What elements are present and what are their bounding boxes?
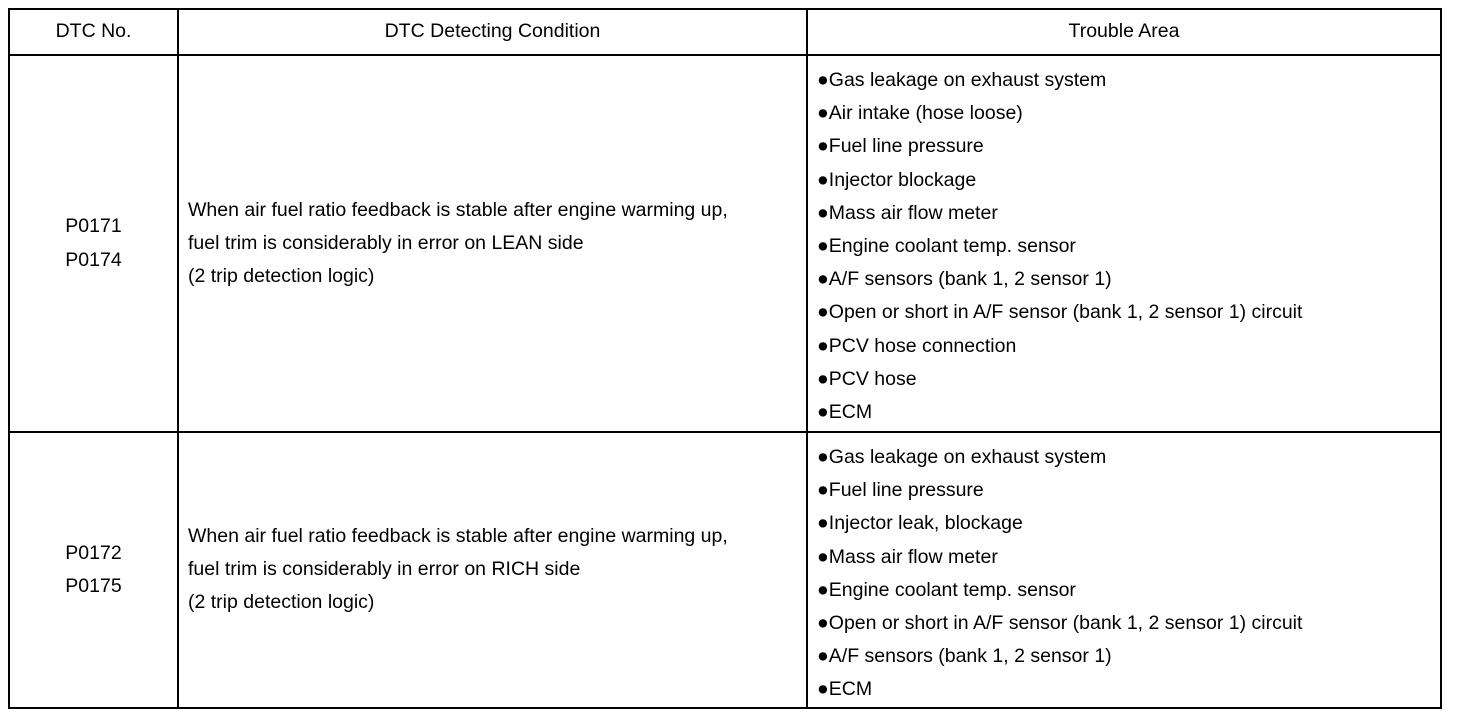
trouble-area-text: Gas leakage on exhaust system [828,69,1107,91]
trouble-area-text: Fuel line pressure [828,479,984,502]
condition-line: When air fuel ratio feedback is stable after engine warming up, [188,198,728,221]
trouble-area-text: Open or short in A/F sensor (bank 1, 2 sensor 1) circuit [828,301,1303,324]
trouble-area-text: Engine coolant temp. sensor [828,235,1076,258]
list-item [817,97,1440,130]
trouble-area-text: ECM [828,401,873,424]
bullet-icon: ● [817,135,829,158]
bullet-icon: ● [817,512,829,535]
table-row [9,432,1441,708]
list-item [817,230,1440,263]
trouble-area-text: ECM [828,678,873,701]
bullet-icon: ● [817,301,829,324]
table-body [9,55,1441,708]
bullet-icon: ● [817,401,829,424]
trouble-area-cell [807,55,1441,432]
detecting-condition-cell [178,432,807,708]
header-trouble-area: Trouble Area [807,9,1441,55]
trouble-area-text: A/F sensors (bank 1, 2 sensor 1) [828,268,1112,291]
condition-line: When air fuel ratio feedback is stable after engine warming up, [188,525,728,547]
list-item [817,130,1440,163]
bullet-icon: ● [817,446,829,468]
table-header [9,9,1441,55]
list-item [817,474,1440,507]
bullet-icon: ● [817,645,829,668]
condition-line: fuel trim is considerably in error on RICH side [188,558,581,581]
condition-line: (2 trip detection logic) [188,591,375,614]
condition-line: fuel trim is considerably in error on LEAN side [188,231,584,254]
bullet-icon: ● [817,268,829,291]
bullet-icon: ● [817,235,829,258]
bullet-icon: ● [817,678,829,701]
bullet-icon: ● [817,334,829,357]
trouble-area-text: PCV hose connection [828,334,1017,357]
list-item [817,607,1440,640]
bullet-icon: ● [817,612,829,635]
trouble-area-text: A/F sensors (bank 1, 2 sensor 1) [828,645,1112,668]
trouble-area-list [817,64,1440,429]
bullet-icon: ● [817,367,829,390]
bullet-icon: ● [817,168,829,191]
table-row [9,55,1441,432]
header-detecting-condition: DTC Detecting Condition [178,9,807,55]
trouble-area-text: Injector blockage [828,168,977,191]
list-item [817,396,1440,429]
bullet-icon: ● [817,578,829,601]
dtc-table [8,8,1442,709]
list-item [817,330,1440,363]
trouble-area-text: PCV hose [828,367,917,390]
list-item [817,164,1440,197]
trouble-area-text: Mass air flow meter [828,201,998,224]
bullet-icon: ● [817,479,829,502]
dtc-code: P0171 [65,215,122,238]
list-item [817,363,1440,396]
dtc-code-cell [9,432,178,708]
list-item [817,640,1440,673]
bullet-icon: ● [817,201,829,224]
bullet-icon: ● [817,69,829,91]
list-item [817,263,1440,296]
trouble-area-text: Gas leakage on exhaust system [828,446,1107,468]
header-row [9,9,1441,55]
condition-line: (2 trip detection logic) [188,265,375,288]
trouble-area-list [817,441,1440,707]
trouble-area-text: Fuel line pressure [828,135,984,158]
list-item [817,197,1440,230]
list-item [817,296,1440,329]
bullet-icon: ● [817,545,829,568]
trouble-area-text: Engine coolant temp. sensor [828,578,1076,601]
header-dtc-no: DTC No. [9,9,178,55]
trouble-area-text: Mass air flow meter [828,545,998,568]
list-item [817,574,1440,607]
list-item [817,64,1440,97]
dtc-code: P0175 [65,574,122,597]
list-item [817,541,1440,574]
dtc-code: P0174 [65,248,122,271]
bullet-icon: ● [817,102,829,125]
trouble-area-text: Air intake (hose loose) [828,102,1023,125]
trouble-area-text: Open or short in A/F sensor (bank 1, 2 sensor 1) circuit [828,612,1303,635]
trouble-area-cell [807,432,1441,708]
dtc-code-cell [9,55,178,432]
list-item [817,441,1440,474]
list-item [817,673,1440,706]
trouble-area-text: Injector leak, blockage [828,512,1023,535]
dtc-code: P0172 [65,541,122,564]
list-item [817,507,1440,540]
detecting-condition-cell [178,55,807,432]
